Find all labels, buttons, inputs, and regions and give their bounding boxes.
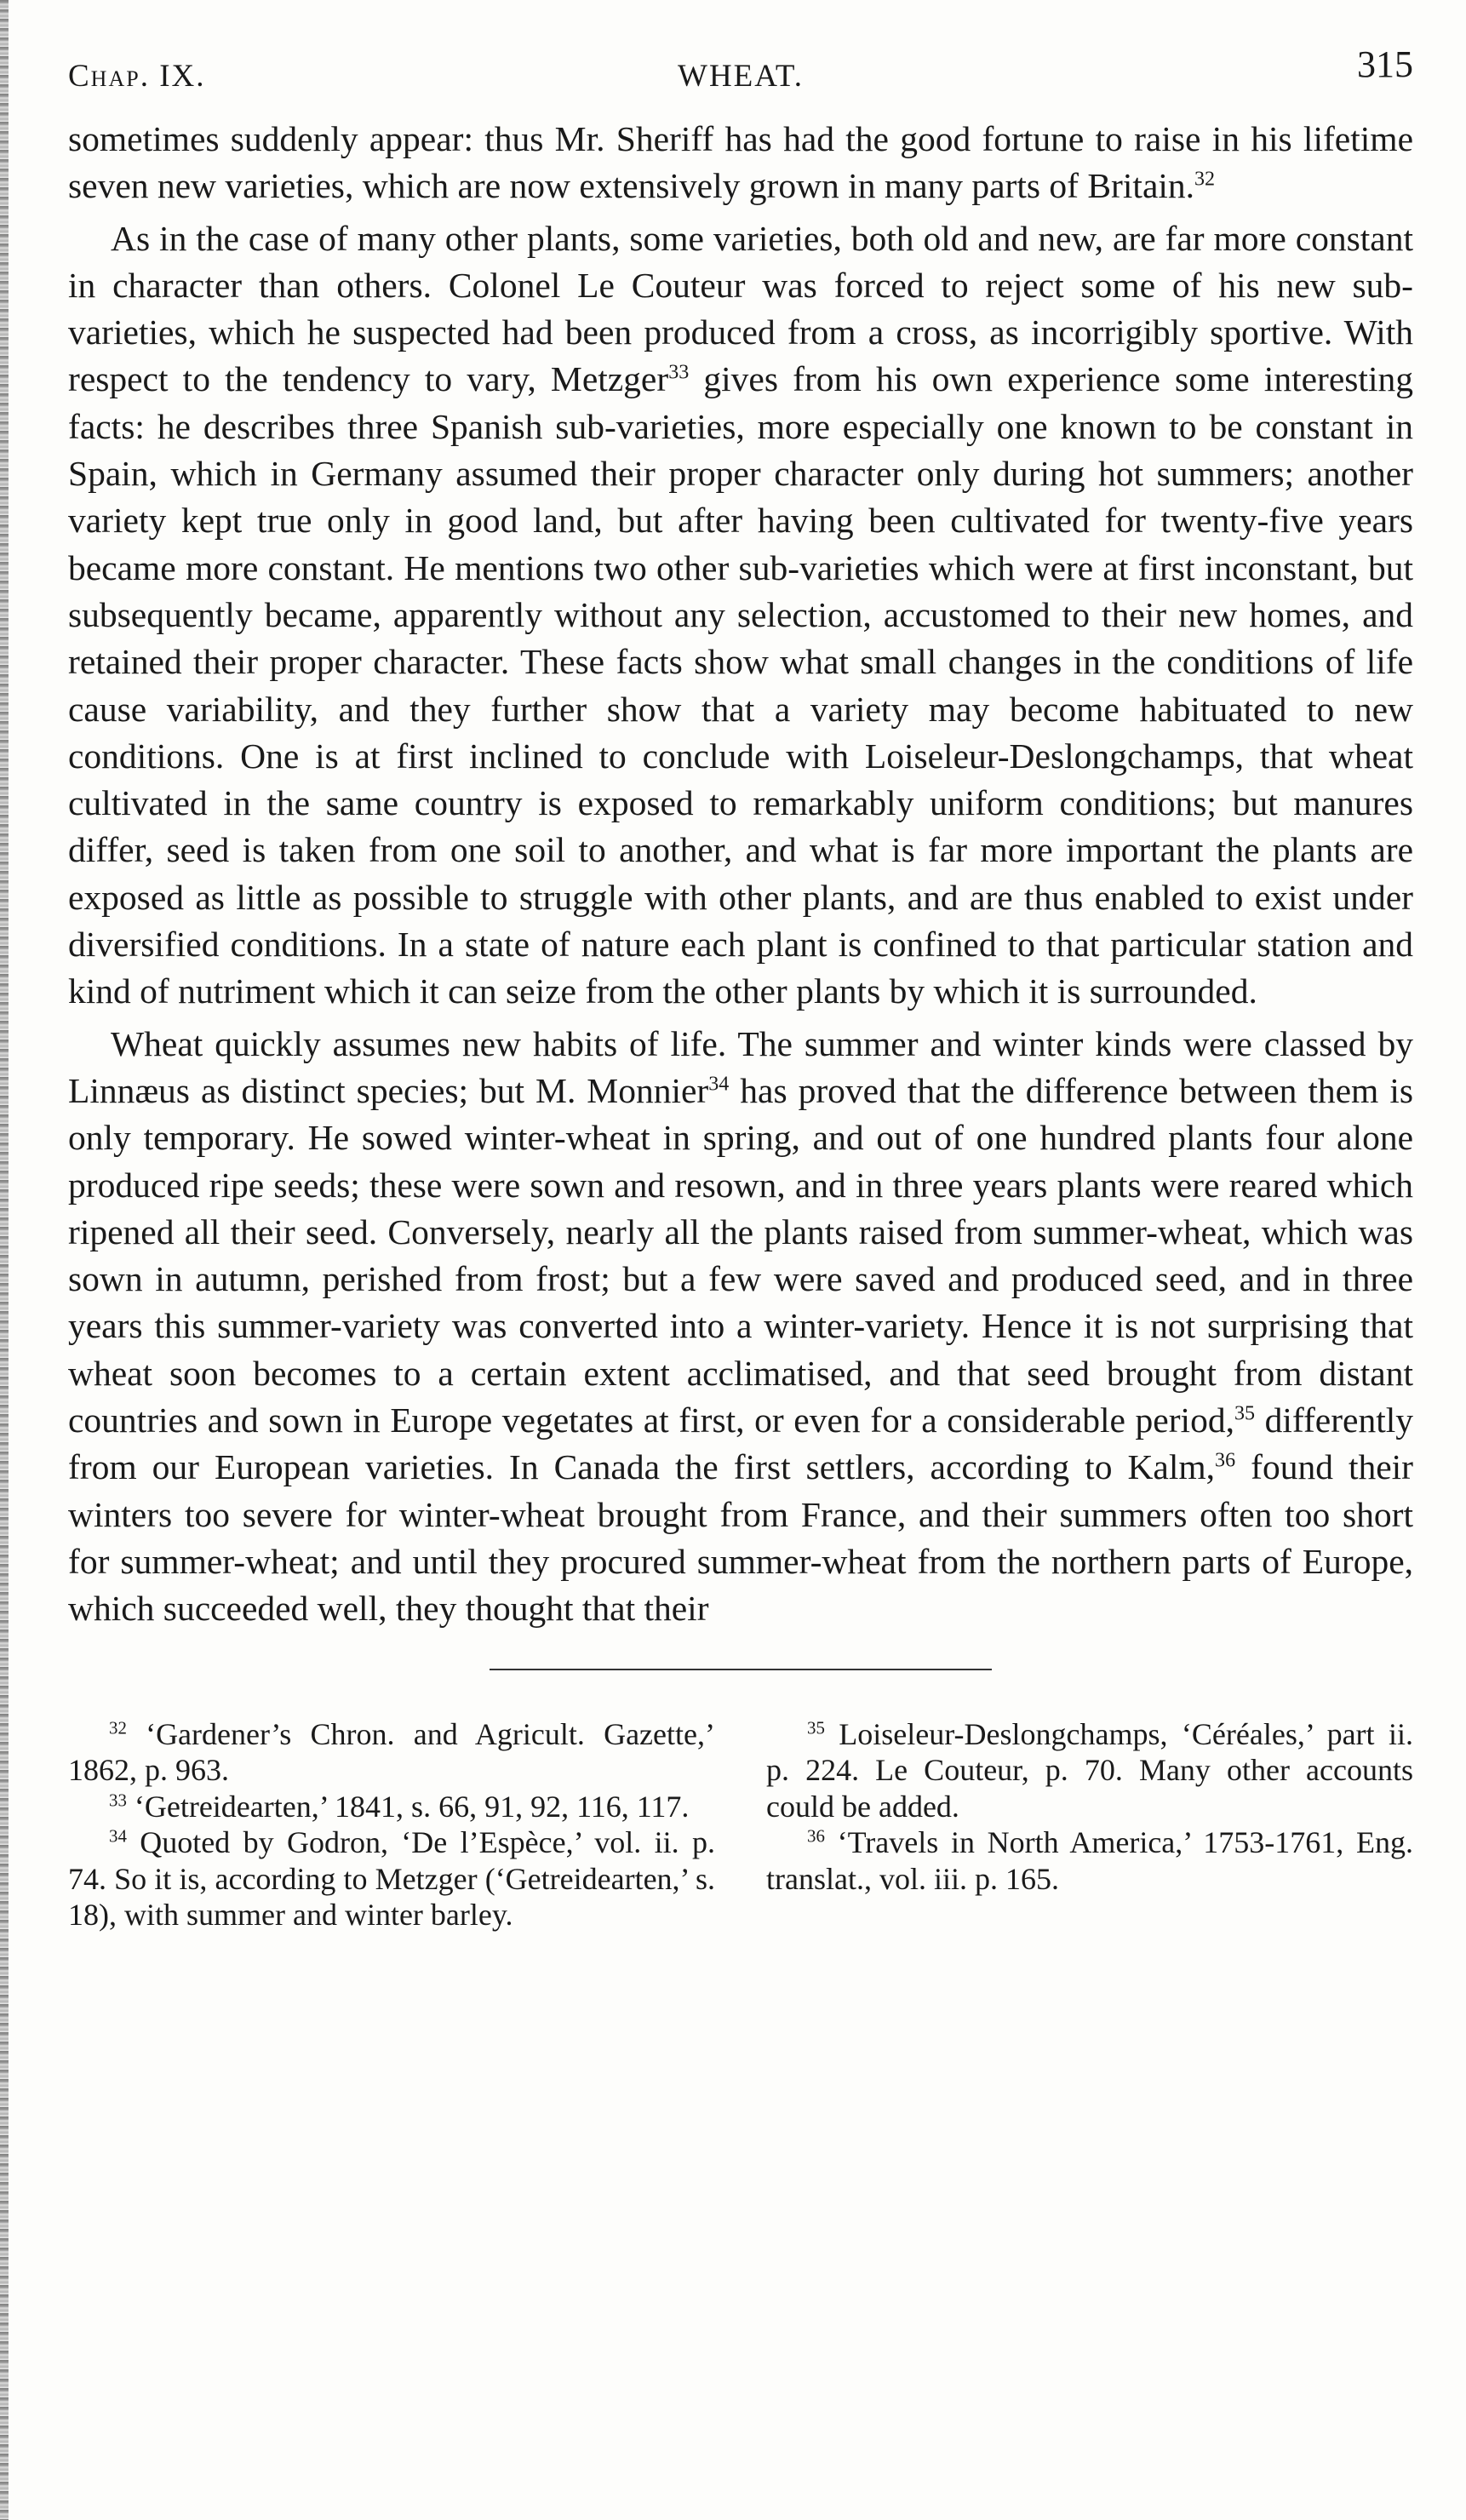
footnote-ref: 36 — [1215, 1449, 1236, 1472]
footnote — [68, 1716, 715, 1789]
footnote — [68, 1824, 715, 1933]
page-binding-edge — [0, 0, 9, 2520]
body-text — [68, 116, 1413, 1633]
chapter-label: Chap. IX. — [68, 59, 206, 94]
paragraph: sometimes suddenly appear: thus Mr. Sheriff has had the good fortune to raise in his lifetime seven new varieties, which are now extensively grown in many parts of Britain.$^{32}$ — [68, 119, 1413, 206]
footnote-text: ‘Travels in North America,’ 1753-1761, Eng. translat., vol. iii. p. 165. — [766, 1825, 1413, 1896]
footnote — [766, 1824, 1413, 1897]
footnote-text: ‘Getreidearten,’ 1841, s. 66, 91, 92, 116, 117. — [126, 1789, 690, 1824]
footnote-text: Quoted by Godron, ‘De l’Espèce,’ vol. ii. p. 74. So it is, according to Metzger (‘Getreidearten,’ s. 18), with summer and winter barley. — [68, 1825, 715, 1932]
footnote-number: 33 — [109, 1789, 127, 1810]
book-page — [68, 34, 1413, 1933]
footnote-divider — [490, 1669, 992, 1670]
footnote-ref: 34 — [708, 1073, 730, 1096]
footnote — [68, 1789, 715, 1825]
page-number: 315 — [1357, 43, 1413, 85]
footnote-number: 34 — [109, 1825, 127, 1847]
running-title: WHEAT. — [678, 59, 804, 94]
footnote-number: 32 — [109, 1716, 127, 1738]
footnote-text: Loiseleur-Deslongchamps, ‘Céréales,’ part ii. p. 224. Le Couteur, p. 70. Many other accounts could be added. — [766, 1716, 1413, 1824]
footnotes — [68, 1716, 1413, 1933]
footnote-number: 36 — [807, 1825, 825, 1847]
footnote-ref: 35 — [1234, 1402, 1256, 1425]
paragraph: As in the case of many other plants, some varieties, both old and new, are far more constant in character than others. Colonel Le Couteur was forced to reject some of his new sub-varieties, which he suspected had been produced from a cross, as incorrigibly sportive. With respect to the tendency to vary, Metzger$^{33}$ gives from his own experience some interesting facts: he describes three Spanish sub-varieties, more especially one known to be constant in Spain, which in Germany assumed their proper character only during hot summers; another variety kept true only in good land, but after having been cultivated for twenty-five years became more constant. He mentions two other sub-varieties which were at first inconstant, but subsequently became, apparently without any selection, accustomed to their new homes, and retained their proper character. These facts show what small changes in the conditions of life cause variability, and they further show that a variety may become habituated to new conditions. One is at first inclined to conclude with Loiseleur-Deslongchamps, that wheat cultivated in the same country is exposed to remarkably uniform conditions; but manures differ, seed is taken from one soil to another, and what is far more important the plants are exposed as little as possible to struggle with other plants, and are thus enabled to exist under diversified conditions. In a state of nature each plant is confined to that particular station and kind of nutriment which it can seize from the other plants by which it is surrounded. — [68, 218, 1413, 1011]
footnote-ref: 32 — [1194, 168, 1216, 191]
footnote-ref: 33 — [668, 362, 690, 385]
footnote — [766, 1716, 1413, 1825]
paragraph: Wheat quickly assumes new habits of life. The summer and winter kinds were classed by Linnæus as distinct species; but M. Monnier$^{34}$ has proved that the difference between them is only temporary. He sowed winter-wheat in spring, and out of one hundred plants four alone produced ripe seeds; these were sown and resown, and in three years plants were reared which ripened all their seed. Conversely, nearly all the plants raised from summer-wheat, which was sown in autumn, perished from frost; but a few were saved and produced seed, and in three years this summer-variety was converted into a winter-variety. Hence it is not surprising that wheat soon becomes to a certain extent acclimatised, and that seed brought from distant countries and sown in Europe vegetates at first, or even for a considerable period,$^{35}$ differently from our European varieties. In Canada the first settlers, according to Kalm,$^{36}$ found their winters too severe for winter-wheat brought from France, and their summers often too short for summer-wheat; and until they procured summer-wheat from the northern parts of Europe, which succeeded well, they thought that their — [68, 1023, 1414, 1629]
footnote-number: 35 — [807, 1716, 825, 1738]
footnote-text: ‘Gardener’s Chron. and Agricult. Gazette,’ 1862, p. 963. — [68, 1716, 715, 1787]
running-header — [68, 34, 1413, 102]
